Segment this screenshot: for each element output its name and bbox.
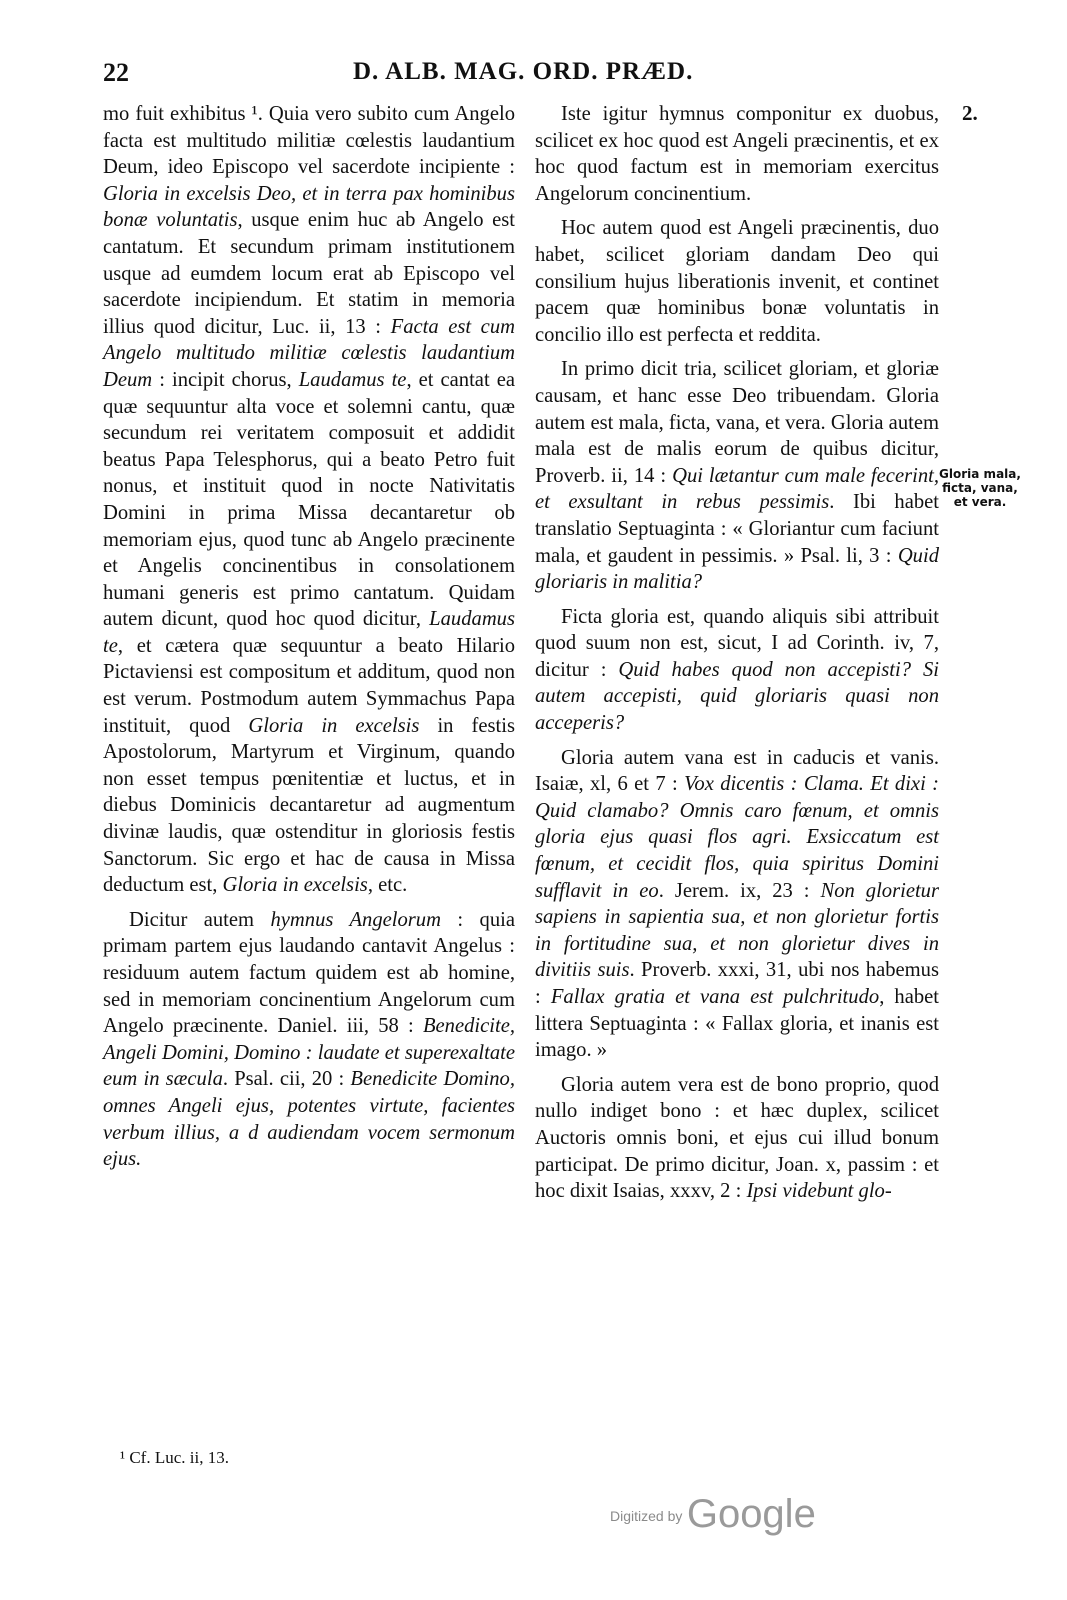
italic-run: Gloria in excelsis (248, 714, 420, 737)
text-run: Gloria autem vana est in caducis et vanis. Isaiæ, xl, 6 et 7 : (535, 746, 939, 796)
watermark-prefix: Digitized by (610, 1508, 683, 1524)
text-run: Gloria autem vera est de bono proprio, quod nullo indiget bono : et hæc duplex, scilicet Auctoris omnis boni, et ejus cui illud bonum participat. De primo dicitur, Joan. x, passim : et hoc dixit Isaias, xxxv, 2 : (535, 1073, 939, 1203)
text-run: in festis Apostolorum, Martyrum et Virginum, quando non esset tempus pœnitentiæ et luctus, et in diebus Dominicis decantaretur ad augmentum divinæ laudis, quæ ostenditur in gloriosis festis Sanctorum. Sic ergo et hac de causa in Missa deductum est, (103, 714, 515, 897)
left-paragraph-1 (103, 101, 515, 899)
italic-run: Qui lætantur cum male fecerint, et exsultant in rebus pessimis (535, 464, 939, 514)
italic-run: Gloria in excelsis (222, 874, 368, 897)
text-run: , habet littera Septuaginta : « Fallax gloria, et inanis est imago. » (535, 986, 940, 1062)
right-paragraph-5 (535, 745, 939, 1064)
italic-run: hymnus Angelorum (270, 908, 441, 931)
left-paragraph-2 (103, 907, 515, 1173)
italic-run: Vox dicentis : Clama. Et dixi : Quid clamabo? Omnis caro fœnum, et omnis gloria ejus quasi flos agri. Exsiccatum est fœnum, et cecidit flos, quia spiritus Domini sufflavit in eo (535, 773, 939, 902)
italic-run: Benedicite, Angeli Domini, Domino : laudate et superexaltate eum in sæcula (103, 1015, 515, 1091)
italic-run: Gloria in excelsis Deo, et in terra pax hominibus bonæ voluntatis (103, 182, 515, 232)
text-run: , etc. (367, 874, 408, 897)
text-run: : quia primam partem ejus laudando cantavit Angelus : residuum autem factum quidem est ab homine, sed in memoriam concinentium Angelorum cum Angelo præcinente. Daniel. iii, 58 : (103, 908, 515, 1038)
italic-run: Ipsi videbunt glo- (746, 1180, 892, 1203)
text-run: , et cætera quæ sequuntur a beato Hilario Pictaviensi est compositum et additum, quod non est verum. Postmodum autem Symmachus Papa instituit, quod (103, 634, 515, 737)
italic-run: Non glorietur sapiens in sapientia sua, et non glorietur fortis in fortitudine sua, et non glorietur dives in divitiis suis (535, 879, 939, 982)
text-run: Ficta gloria est, quando aliquis sibi attribuit quod suum non est, sicut, I ad Corinth. iv, 7, dicitur : (535, 605, 939, 681)
italic-run: Facta est cum Angelo multitudo militiæ cœlestis laudantium Deum (103, 315, 515, 391)
section-number: 2. (962, 101, 978, 125)
right-paragraph-2: Hoc autem quod est Angeli præcinentis, duo habet, scilicet gloriam dandam Deo qui consilium hujus liberationis invenit, et continet pacem quæ hominibus bonæ voluntatis in concilio illo est perfecta et reddita. (535, 217, 939, 346)
text-run: . Psal. cii, 20 : (222, 1068, 351, 1091)
page-number: 22 (103, 58, 129, 87)
left-column (103, 101, 515, 1181)
text-run: , et cantat ea quæ sequuntur alta voce et solemni cantu, quæ secundum rei veritatem composuit et addidit beatus Papa Telesphorus, qui a beato Petro fuit nonus, et instituit quod in nocte Nativitatis Domini in prima Missa decantaretur ob memoriam ejus, quod tunc ab Angelo præcinente et Angelis concinentibus in consolationem humani generis est primo cantatum. Quidam autem dicunt, quod hoc quod dicitur, (103, 368, 515, 631)
text-run: : incipit chorus, (152, 368, 299, 391)
running-header (0, 58, 1067, 98)
digitized-watermark (610, 1492, 816, 1537)
italic-run: Laudamus te (103, 608, 515, 657)
text-run: . Proverb. xxxi, 31, ubi nos habemus : (535, 959, 939, 1008)
italic-run: Benedicite Domino, omnes Angeli ejus, potentes virtute, facientes verbum illius, a d audiendam vocem sermonum ejus. (103, 1068, 515, 1171)
italic-run: Quid habes quod non accepisti? Si autem accepisti, quid gloriaris quasi non acceperis? (535, 658, 939, 735)
running-title: D. ALB. MAG. ORD. PRÆD. (353, 58, 694, 85)
text-run: . Ibi habet translatio Septuaginta : « Gloriantur cum faciunt mala, et gaudent in pessimis. » Psal. li, 3 : (535, 491, 940, 567)
google-logo: Google (686, 1492, 816, 1536)
right-paragraph-6 (535, 1072, 939, 1205)
italic-run: Quid gloriaris in malitia? (535, 544, 939, 594)
right-paragraph-3 (535, 356, 939, 595)
right-column (535, 101, 939, 1213)
margin-note: Gloria mala, ficta, vana, et vera. (939, 467, 1021, 509)
footnote: ¹ Cf. Luc. ii, 13. (120, 1448, 229, 1467)
text-run: . Jerem. ix, 23 : (658, 879, 821, 902)
right-paragraph-4 (535, 604, 939, 737)
italic-run: Fallax gratia et vana est pulchritudo (550, 986, 880, 1008)
italic-run: Laudamus te (298, 368, 407, 391)
text-run: , usque enim huc ab Angelo est cantatum. Et secundum primam institutionem usque ad eumdem locum erat ab Episcopo vel sacerdote incipiendum. Et statim in memoria illius quod dicitur, Luc. ii, 13 : (103, 209, 515, 338)
right-paragraph-1: Iste igitur hymnus componitur ex duobus, scilicet ex hoc quod est Angeli præcinentis, et ex hoc quod factum est in memoriam exercitus Angelorum concinentium. (535, 103, 939, 205)
text-run: In primo dicit tria, scilicet gloriam, et gloriæ causam, et hanc esse Deo tribuendam. Gloria autem est mala, ficta, vana, et vera. Gloria autem mala est de malis eorum de quibus dicitur, Proverb. ii, 14 : (535, 358, 939, 487)
text-run: mo fuit exhibitus ¹. Quia vero subito cum Angelo facta est multitudo militiæ cœlestis laudantium Deum, ideo Episcopo vel sacerdote incipiente : (103, 103, 515, 179)
text-run: Dicitur autem (129, 908, 271, 931)
